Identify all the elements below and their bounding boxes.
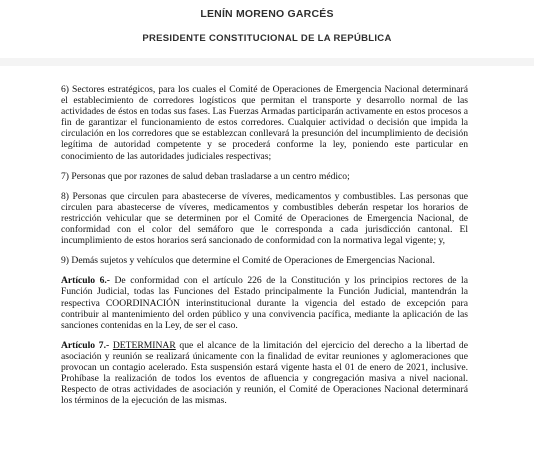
president-title: PRESIDENTE CONSTITUCIONAL DE LA REPÚBLICA <box>142 33 392 44</box>
president-name: LENÍN MORENO GARCÉS <box>200 8 334 20</box>
article-7 <box>61 340 468 407</box>
article-6 <box>61 275 468 330</box>
article-keyword: DETERMINAR <box>112 339 176 351</box>
article-heading: Artículo 6.- <box>61 275 110 287</box>
paragraph-text: 9) Demás sujetos y vehículos que determine el Comité de Operaciones de Emergencias Nacional. <box>61 255 435 267</box>
page-break <box>0 58 534 66</box>
paragraph-item-9 <box>61 255 468 266</box>
document-body <box>61 84 468 415</box>
paragraph-text: 7) Personas que por razones de salud deban trasladarse a un centro médico; <box>61 170 350 182</box>
article-heading: Artículo 7.- <box>61 339 110 351</box>
paragraph-item-7 <box>61 171 468 182</box>
paragraph-text: 6) Sectores estratégicos, para los cuales el Comité de Operaciones de Emergencia Nacional determinará el establecimiento de corredores logísticos que permitan el transporte y desarrollo normal de las actividades de éstos en todas sus fases. Las Fuerzas Armadas participarán activamente en estos procesos a fin de garantizar el funcionamiento de estos corredores. Cualquier actividad o decisión que impida la circulación en los corredores que se establezcan conllevará la presunción del incumplimiento de decisión legítima de autoridad competente y se procederá conforme la ley, poniendo este particular en conocimiento de las autoridades judiciales respectivas; <box>61 84 468 162</box>
paragraph-text: 8) Personas que circulen para abastecerse de víveres, medicamentos y combustibles. Las personas que circulen para abastecerse de víveres, medicamentos y combustibles deberán respetar los horarios de restricción vehicular que se determinen por el Comité de Operaciones de Emergencia Nacional, de conformidad con el color del semáforo que le corresponda a cada jurisdicción cantonal. El incumplimiento de estos horarios será sancionado de conformidad con la normativa legal vigente; y, <box>61 190 468 247</box>
article-text: De conformidad con el artículo 226 de la Constitución y los principios rectores de la Función Judicial, todas las Funciones del Estado principalmente la Función Judicial, mantendrán la respectiva COORDINACIÓN interinstitucional durante la vigencia del estado de excepción para contribuir al mantenimiento del orden público y una convivencia pacífica, mediante la aplicación de las sanciones contenidas en la Ley, de ser el caso. <box>61 275 468 331</box>
paragraph-item-8 <box>61 191 468 246</box>
paragraph-item-6 <box>61 84 468 162</box>
document-header <box>0 0 534 58</box>
article-text: que el alcance de la limitación del ejercicio del derecho a la libertad de asociación y reunión se realizará únicamente con la finalidad de evitar reuniones y aglomeraciones que provocan un contagio acelerado. Esta suspensión estará vigente hasta el 01 de enero de 2021, inclusive. Prohíbase la realización de todos los eventos de afluencia y congregación masiva a nivel nacional. Respecto de otras actividades de asociación y reunión, el Comité de Operaciones Nacional determinará los términos de la ejecución de las mismas. <box>61 339 468 407</box>
